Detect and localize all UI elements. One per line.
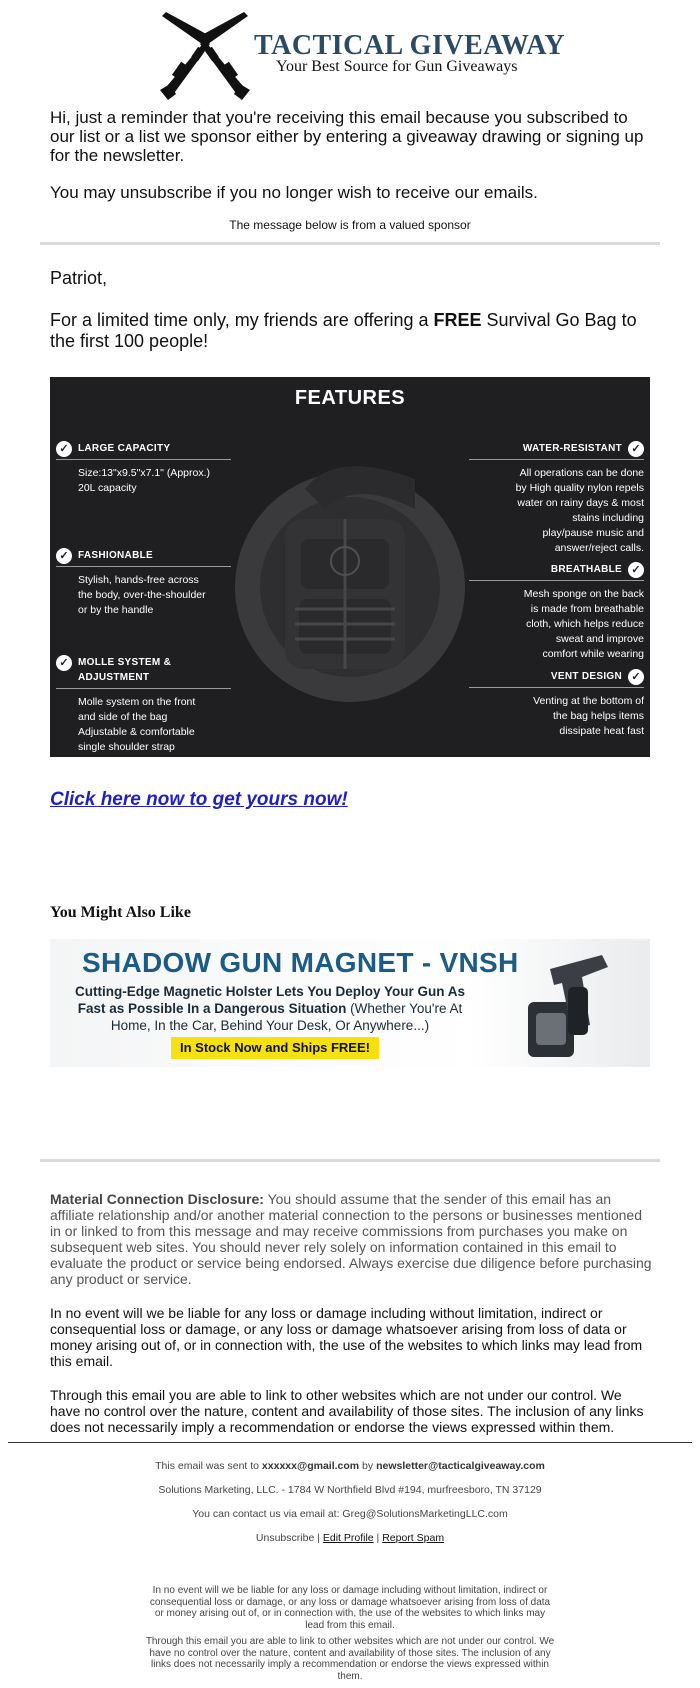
greeting: Patriot,: [50, 268, 108, 288]
feature-line: Adjustable & comfortable: [78, 726, 195, 738]
contact-email: You can contact us via email at: Greg@SolutionsMarketingLLC.com: [192, 1508, 508, 1520]
feature-line: All operations can be done: [519, 467, 644, 479]
crossed-rifles-icon: [150, 10, 260, 100]
feature-line: single shoulder strap: [78, 741, 175, 753]
feature-desc: [469, 466, 644, 556]
check-icon: ✓: [56, 655, 72, 671]
feature-heading-line: ADJUSTMENT: [78, 672, 150, 683]
company-address: Solutions Marketing, LLC. - 1784 W Northfield Blvd #194, murfreesboro, TN 37129: [158, 1484, 542, 1496]
feature-line: Stylish, hands-free across: [78, 574, 199, 586]
subscription-reminder: Hi, just a reminder that you're receiving this email because you subscribed to our list or a list we sponsor either by entering a giveaway drawing or signing up for the newsletter.: [50, 108, 644, 165]
feature-heading: VENT DESIGN: [469, 669, 644, 688]
check-icon: ✓: [628, 441, 644, 457]
feature-line: by High quality nylon repels: [515, 482, 644, 494]
recipient-email: xxxxxx@gmail.com: [261, 1460, 360, 1472]
shadow-gun-magnet-ad[interactable]: [50, 939, 650, 1067]
feature-line: the body, over-the-shoulder: [78, 589, 206, 601]
feature-molle-system: [56, 655, 231, 755]
feature-desc: [469, 694, 644, 739]
divider: [40, 242, 660, 245]
offer-prefix: For a limited time only, my friends are offering a: [50, 310, 434, 330]
feature-line: answer/reject calls.: [554, 542, 644, 554]
feature-desc: [56, 573, 231, 618]
offer-suffix: Survival Go Bag to the first 100 people!: [50, 310, 637, 351]
feature-vent-design: [469, 669, 644, 739]
feature-line: stains including: [572, 512, 644, 524]
check-icon: ✓: [628, 562, 644, 578]
sender-email: newsletter@tacticalgiveaway.com: [376, 1460, 545, 1472]
feature-line: water on rainy days & most: [517, 497, 644, 509]
backpack-icon: [265, 449, 435, 679]
check-icon: ✓: [56, 548, 72, 564]
ad-subtitle-rest: (Whether You're At Home, In the Car, Behind Your Desk, Or Anywhere...): [110, 1001, 463, 1033]
offer-text: [50, 310, 650, 352]
feature-line: and side of the bag: [78, 711, 168, 723]
unsubscribe-note: You may unsubscribe if you no longer wish to receive our emails.: [50, 183, 538, 202]
get-yours-link[interactable]: Click here now to get yours now!: [50, 789, 348, 810]
feature-line: Mesh sponge on the back: [523, 588, 644, 600]
feature-heading: FASHIONABLE: [56, 548, 231, 567]
divider: [40, 1159, 660, 1162]
feature-breathable: [469, 562, 644, 662]
feature-desc: [469, 587, 644, 662]
footer-links: [0, 1532, 700, 1544]
unsubscribe-link[interactable]: Unsubscribe: [255, 1532, 315, 1544]
feature-line: Molle system on the front: [78, 696, 196, 708]
feature-line: cloth, which helps reduce: [526, 618, 644, 630]
link-separator: |: [314, 1532, 323, 1544]
brand-tagline: Your Best Source for Gun Giveaways: [276, 58, 518, 75]
sponsor-note: The message below is from a valued sponsor: [229, 218, 471, 232]
footer-divider: [8, 1442, 692, 1443]
external-links-disclaimer: Through this email you are able to link to other websites which are not under our control. We have no control over the nature, content and availability of those sites. The inclusion of any links does not necessarily imply a recommendation or endorse the views expressed within them.: [50, 1387, 644, 1435]
offer-free: FREE: [433, 310, 482, 330]
feature-line: 20L capacity: [78, 482, 137, 494]
go-bag-features-image[interactable]: [50, 377, 650, 757]
report-spam-link[interactable]: Report Spam: [382, 1532, 445, 1544]
also-like-heading: You Might Also Like: [50, 904, 191, 921]
feature-water-resistant: [469, 441, 644, 556]
feature-line: or by the handle: [78, 604, 154, 616]
liability-disclaimer: In no event will we be liable for any loss or damage including without limitation, indirect or consequential loss or damage, or any loss or damage whatsoever arising from loss of data or money arising out of, or in connection with, the use of the websites to which links may lead from this email.: [50, 1305, 643, 1369]
sent-to-line: [0, 1460, 700, 1472]
feature-line: play/pause music and: [542, 527, 644, 539]
material-disclosure: [50, 1191, 654, 1287]
feature-heading: [56, 655, 231, 689]
brand-name: TACTICAL GIVEAWAY: [254, 30, 566, 61]
feature-line: is made from breathable: [530, 603, 644, 615]
ad-title: SHADOW GUN MAGNET - VNSH: [82, 947, 519, 978]
feature-heading: LARGE CAPACITY: [56, 441, 231, 460]
sent-by-word: by: [359, 1460, 377, 1472]
disclosure-text: You should assume that the sender of this email has an affiliate relationship and/or another material connection to the persons or businesses mentioned in or linked to from this message and may receive commissions from purchases you make on subsequent web sites. You should never rely solely on information contained in this email to evaluate the product or service being endorsed. Always exercise due diligence before purchasing any product or service.: [50, 1191, 652, 1287]
feature-line: the bag helps items: [552, 710, 644, 722]
feature-line: Venting at the bottom of: [533, 695, 644, 707]
feature-heading: BREATHABLE: [469, 562, 644, 581]
ad-subtitle-main: Cutting-Edge Magnetic Holster Lets You Deploy Your Gun As Fast as Possible In a Dangerous Situation: [74, 984, 466, 1016]
feature-large-capacity: [56, 441, 231, 496]
disclosure-label: Material Connection Disclosure:: [50, 1191, 264, 1207]
footer-links-disclaimer: Through this email you are able to link to other websites which are not under our control. We have no control over the nature, content and availability of those sites. The inclusion of any links does not necessarily imply a recommendation or endorse the views expressed within them.: [145, 1636, 555, 1682]
check-icon: ✓: [628, 669, 644, 685]
holstered-pistol-icon: [510, 947, 620, 1062]
feature-line: Size:13"x9.5"x7.1" (Approx.): [78, 467, 210, 479]
feature-fashionable: [56, 548, 231, 618]
footer-liability: In no event will we be liable for any loss or damage including without limitation, indirect or consequential loss or damage, or any loss or damage whatsoever arising from loss of data or money arising out of, or in connection with, the use of the websites to which links may lead from this email.: [149, 1585, 551, 1631]
check-icon: ✓: [56, 441, 72, 457]
feature-line: dissipate heat fast: [559, 725, 644, 737]
features-title: FEATURES: [294, 387, 406, 409]
feature-desc: [56, 466, 231, 496]
sent-prefix: This email was sent to: [155, 1460, 262, 1472]
feature-line: sweat and improve: [555, 633, 644, 645]
feature-desc: [56, 695, 231, 755]
link-separator: |: [373, 1532, 383, 1544]
feature-heading: WATER-RESISTANT: [469, 441, 644, 460]
feature-line: comfort while wearing: [542, 648, 644, 660]
ad-subtitle: [70, 983, 470, 1034]
edit-profile-link[interactable]: Edit Profile: [322, 1532, 374, 1544]
feature-heading-line: MOLLE SYSTEM &: [78, 657, 172, 668]
in-stock-button[interactable]: In Stock Now and Ships FREE!: [171, 1037, 379, 1059]
